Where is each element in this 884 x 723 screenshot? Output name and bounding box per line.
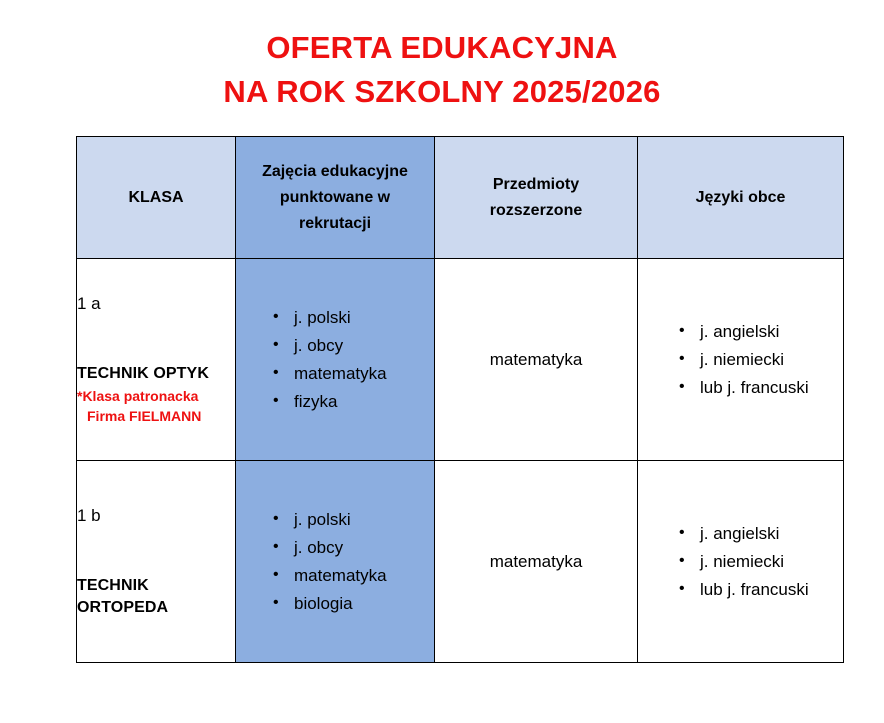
list-item: • j. niemiecki [700,548,843,576]
class-code: 1 a [77,294,101,313]
subjects-list [236,304,434,416]
education-offer-table [76,136,844,663]
class-note-line-2: Firma FIELMANN [87,408,202,424]
subjects-cell-1a [236,259,435,461]
languages-list [638,520,843,604]
column-header-klasa [77,137,236,259]
column-header-rozszerzone [435,137,638,259]
column-header-jezyki-label: Języki obce [695,188,786,206]
list-item: • j. polski [294,506,434,534]
table-row [77,461,844,663]
list-item: • biologia [294,590,434,618]
class-name [77,575,235,619]
page-title-line-2: NA ROK SZKOLNY 2025/2026 [223,74,661,109]
class-cell-1a [77,259,236,461]
subjects-cell-1b [236,461,435,663]
subjects-list [236,506,434,618]
class-cell-1b [77,461,236,663]
column-header-jezyki [638,137,844,259]
extended-subjects-cell-1b: matematyka [435,461,638,663]
class-note-line-1: *Klasa patronacka [77,388,199,404]
class-note [77,386,235,426]
list-item: • matematyka [294,562,434,590]
languages-cell-1b [638,461,844,663]
column-header-klasa-label: KLASA [128,188,184,206]
list-item: • j. angielski [700,520,843,548]
page-title [0,26,884,114]
column-header-punktowane [236,137,435,259]
list-item: • j. obcy [294,332,434,360]
table-header-row [77,137,844,259]
list-item: • j. niemiecki [700,346,843,374]
class-code: 1 b [77,505,101,525]
list-item: • j. polski [294,304,434,332]
class-name: TECHNIK OPTYK [77,365,209,382]
list-item: • j. obcy [294,534,434,562]
list-item: • fizyka [294,388,434,416]
list-item: • j. angielski [700,318,843,346]
page-title-line-1: OFERTA EDUKACYJNA [266,30,618,65]
column-header-punktowane-label: Zajęcia edukacyjne punktowane w rekrutacji [262,162,408,232]
class-name-line-1: TECHNIK [77,576,149,594]
class-name-line-2: ORTOPEDA [77,598,169,616]
table-row [77,259,844,461]
list-item: • lub j. francuski [700,576,843,604]
column-header-rozszerzone-label: Przedmioty rozszerzone [489,175,583,219]
list-item: • matematyka [294,360,434,388]
list-item: • lub j. francuski [700,374,843,402]
extended-subjects-cell-1a: matematyka [435,259,638,461]
languages-cell-1a [638,259,844,461]
languages-list [638,318,843,402]
